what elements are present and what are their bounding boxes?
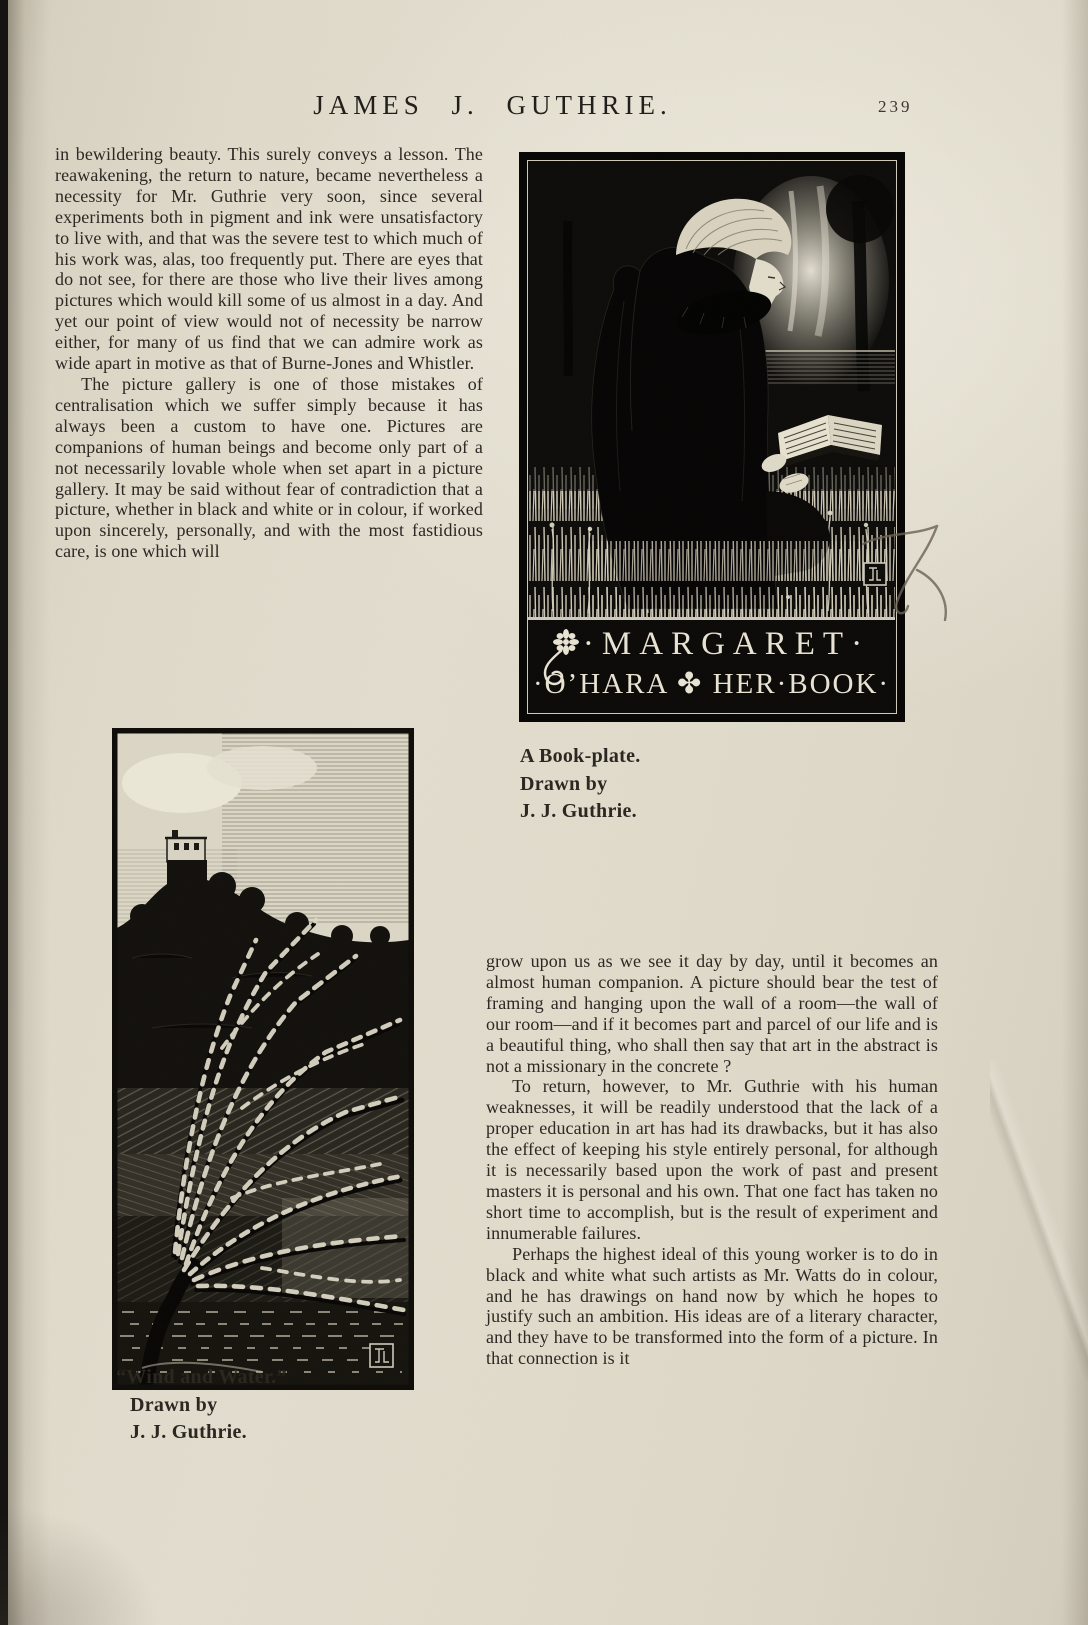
caption-line: A Book-plate. — [520, 745, 641, 767]
bookplate-picture — [528, 161, 895, 617]
artist-monogram-icon — [370, 1344, 393, 1367]
caption-line: J. J. Guthrie. — [130, 1421, 247, 1443]
caption-line: J. J. Guthrie. — [520, 800, 637, 822]
caption-line: Drawn by — [520, 772, 608, 795]
paragraph: The picture gallery is one of those mistakes of centralisation which we suffer simply because it has always been a custom to have one. Pictures are companions of human beings and become only part of a not necessarily lovable whole when set apart in a picture gallery. It may be said without fear of contradiction that a picture, whether in black and white or in colour, if worked upon sincerely, personally, and with the most fastidious care, is one which will — [55, 373, 483, 562]
book-gutter-edge — [0, 0, 8, 1625]
page-number: 239 — [878, 97, 913, 116]
corner-shadow — [0, 1505, 160, 1625]
article-title: JAMES J. GUTHRIE. — [313, 90, 672, 120]
bookplate-name-band — [528, 620, 895, 712]
pencil-scribble — [845, 512, 975, 642]
bookplate-caption — [520, 743, 641, 826]
right-text-column — [486, 951, 938, 1369]
paragraph: in bewildering beauty. This surely conveys a lesson. The reawakening, the return to nature, became nevertheless a necessity for Mr. Guthrie very soon, since several experiments both in pigment and ink were unsatisfactory to live with, and that was the severe test to which much of his work was, alas, too frequently put. There are eyes that do not see, for there are those who live their lives among pictures which would kill some of us almost in a day. And yet our point of view would not of necessity be narrow either, for many of us find that we can admire work as wide apart in motive as that of Burne-Jones and Whistler. — [55, 144, 483, 374]
left-text-column — [55, 144, 483, 562]
caption-line: Drawn by — [130, 1393, 218, 1416]
page-right-edge — [1062, 0, 1088, 1625]
bookplate-frame — [527, 160, 897, 714]
wind-and-water-illustration — [112, 728, 414, 1390]
paragraph: Perhaps the highest ideal of this young worker is to do in black and white what such artists as Mr. Watts do in colour, and he has drawings on hand now by which he hopes to justify such an ambition. His ideas are of a literary character, and they have to be transformed into the form of a picture. In that connection is it — [486, 1243, 938, 1369]
bookplate-name-line1: ·MARGARET· — [582, 626, 871, 662]
bookplate-name-line2: ·O’HARA ✤ HER·BOOK· — [532, 668, 891, 700]
wind-and-water-caption — [116, 1364, 287, 1447]
gutter-shadow — [8, 0, 50, 1625]
paragraph: grow upon us as we see it day by day, until it becomes an almost human companion. A picture should bear the test of framing and hanging upon the wall of a room—the wall of our room—and if it becomes part and parcel of our life and is a beautiful thing, who shall then say that art in the abstract is not a missionary in the concrete ? — [486, 951, 938, 1076]
caption-line: “Wind and Water.” — [116, 1366, 287, 1388]
paragraph: To return, however, to Mr. Guthrie with his human weaknesses, it will be readily understood that the lack of a proper education in art has had its drawbacks, but it has also the effect of keeping his style entirely personal, for although it is necessarily based upon the work of past and present masters it is personal and his own. That one fact has taken no short time to accomplish, but is the result of experiment and innumerable failures. — [486, 1076, 938, 1243]
